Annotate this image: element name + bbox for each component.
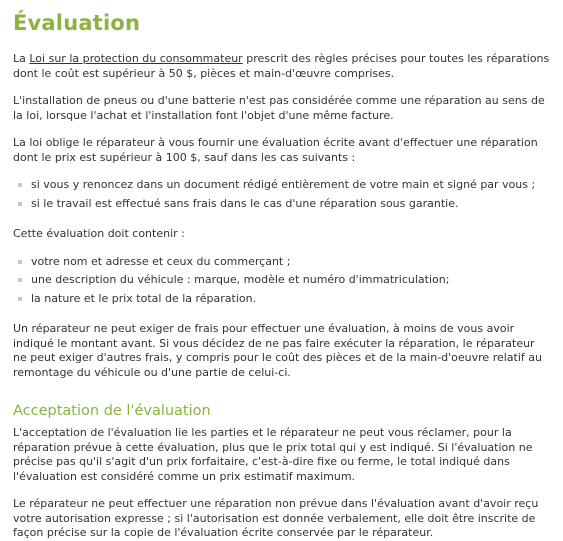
- exceptions-list: [13, 178, 551, 211]
- tires-paragraph: L'installation de pneus ou d'une batterie n'est pas considérée comme une réparation au sens de la loi, lorsque l'achat et l'installation font l'objet d'une même facture.: [13, 94, 545, 122]
- intro-prefix: La: [13, 52, 30, 65]
- square-bullet-icon: [18, 297, 22, 301]
- page-title: Évaluation: [13, 11, 141, 35]
- obligation-paragraph: La loi oblige le réparateur à vous fournir une évaluation écrite avant d'effectuer une réparation dont le prix est supérieur à 100 $, sauf dans les cas suivants :: [13, 136, 538, 164]
- list-item: [16, 255, 551, 270]
- square-bullet-icon: [18, 260, 22, 264]
- fees-paragraph: Un réparateur ne peut exiger de frais pour effectuer une évaluation, à moins de vous avoir indiqué le montant avant. Si vous décidez de ne pas faire exécuter la réparation, le réparateur ne peut exiger d'autres frais, y compris pour le coût des pièces et de la main-d'oeuvre relatif au remontage du véhicule ou d'une partie de celui-ci.: [13, 322, 542, 379]
- authorization-paragraph: Le réparateur ne peut effectuer une réparation non prévue dans l'évaluation avant d'avoir reçu votre autorisation expresse ; si l'autorisation est donnée verbalement, elle doit être inscrite de façon précise sur la copie de l'évaluation écrite conservée par le réparateur.: [13, 497, 539, 539]
- contents-intro-paragraph: Cette évaluation doit contenir :: [13, 227, 185, 240]
- intro-paragraph: [13, 52, 551, 81]
- list-item-text: si vous y renoncez dans un document rédigé entièrement de votre main et signé par vous ;: [31, 178, 536, 191]
- contents-list: [13, 255, 551, 307]
- list-item-text: une description du véhicule : marque, modèle et numéro d'immatriculation;: [31, 273, 450, 286]
- consumer-protection-law-link[interactable]: Loi sur la protection du consommateur: [29, 52, 243, 65]
- list-item: [16, 273, 551, 288]
- list-item: [16, 292, 551, 307]
- list-item-text: la nature et le prix total de la réparation.: [31, 291, 257, 305]
- square-bullet-icon: [18, 183, 22, 187]
- intro-suffix: prescrit des règles précises pour toutes les réparations dont le coût est supérieur à 50 $, pièces et main-d'œuvre comprises.: [13, 52, 550, 80]
- square-bullet-icon: [18, 202, 22, 206]
- acceptance-paragraph: L'acceptation de l'évaluation lie les parties et le réparateur ne peut vous réclamer, pour la réparation prévue à cette évaluation, plus que le prix total qui y est indiqué. Si l'évaluation ne précise pas qu'il s'agit d'un prix forfaitaire, c'est-à-dire fixe ou ferme, le total indiqué dans l'évaluation est considéré comme un prix estimatif maximum.: [13, 426, 533, 483]
- list-item-text: si le travail est effectué sans frais dans le cas d'une réparation sous garantie.: [31, 196, 459, 210]
- section-heading-acceptance: Acceptation de l'évaluation: [13, 403, 211, 419]
- list-item: [16, 197, 551, 212]
- square-bullet-icon: [18, 278, 22, 282]
- list-item: [16, 178, 551, 193]
- list-item-text: votre nom et adresse et ceux du commerçant ;: [31, 254, 291, 268]
